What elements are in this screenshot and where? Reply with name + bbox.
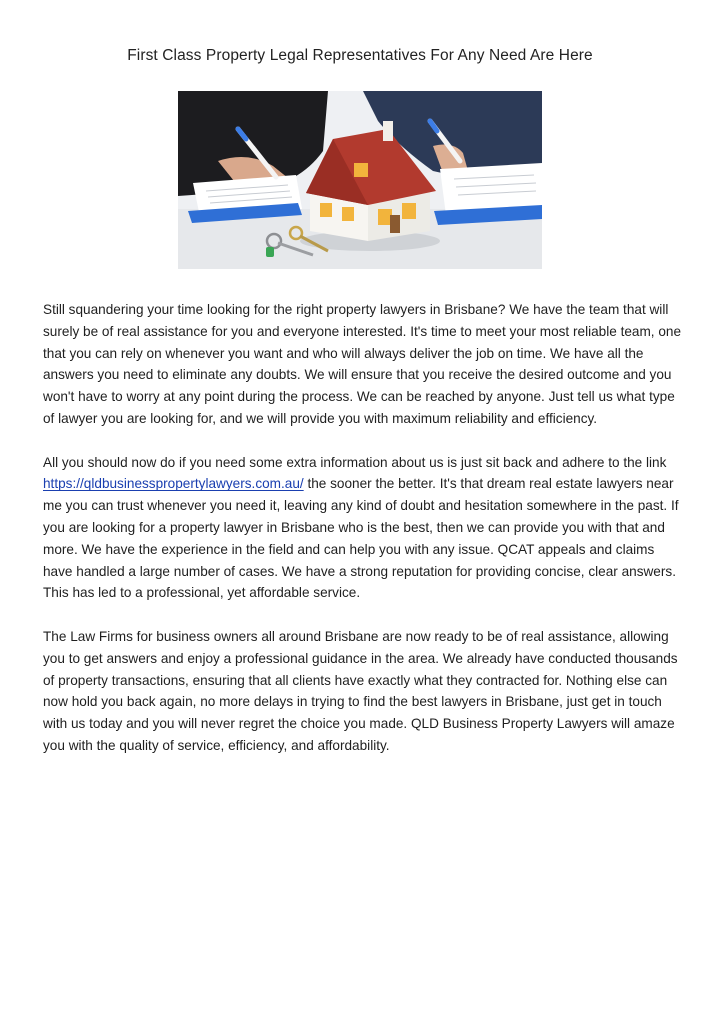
paragraph-contact-text-before: All you should now do if you need some extra information about us is just sit back and adhere to the link bbox=[43, 454, 667, 470]
article-body bbox=[43, 299, 683, 779]
paragraph-law-firms: The Law Firms for business owners all around Brisbane are now ready to be of real assistance, allowing you to get answers and enjoy a professional guidance in the area. We already have conducted thousands of property transactions, ensuring that all clients have exactly what they contracted for. Nothing else can now hold you back again, no more delays in trying to find the best lawyers in Brisbane, just get in touch with us today and you will never regret the choice you made. QLD Business Property Lawyers will amaze you with the quality of service, efficiency, and affordability. bbox=[43, 628, 678, 753]
paragraph-contact-text-after: the sooner the better. It's that dream real estate lawyers near me you can trust whenever you need it, leaving any kind of doubt and hesitation somewhere in the past. If you are looking for a property lawyer in Brisbane who is the best, then we can provide you with that and more. We have the experience in the field and can help you with any issue. QCAT appeals and claims have handled a large number of cases. We have a strong reputation for providing concise, clear answers. This has led to a professional, yet affordable service. bbox=[43, 476, 679, 601]
paragraph-intro: Still squandering your time looking for the right property lawyers in Brisbane? We have the team that will surely be of real assistance for you and everyone interested. It's time to meet your most reliable team, one that you can rely on whenever you want and who will always deliver the job on time. We have all the answers you need to eliminate any doubts. We will ensure that you receive the desired outcome and you won't have to worry at any point during the process. We can be reached by anyone. Just tell us what type of lawyer you are looking for, and we will provide you with maximum reliability and efficiency. bbox=[43, 302, 682, 426]
website-link[interactable]: https://qldbusinesspropertylawyers.com.au/ bbox=[43, 476, 304, 492]
paragraph-contact bbox=[43, 452, 683, 605]
page-title: First Class Property Legal Representatives For Any Need Are Here bbox=[127, 47, 593, 64]
house-model-contract-photo bbox=[178, 91, 542, 269]
